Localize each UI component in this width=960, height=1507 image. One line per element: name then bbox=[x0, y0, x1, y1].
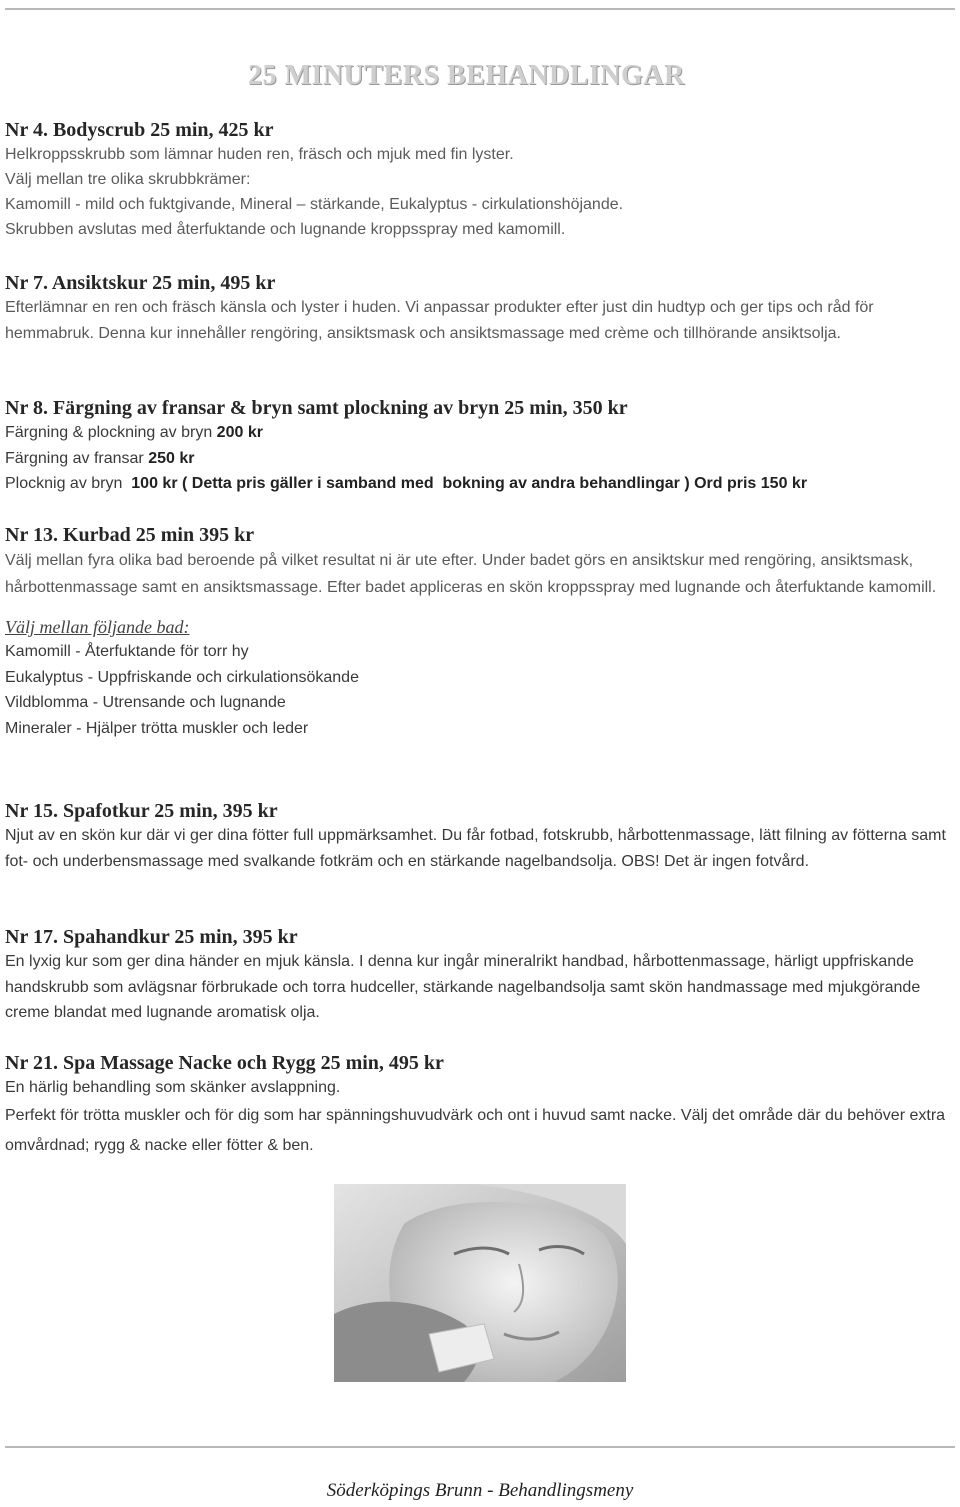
price-label: Färgning av fransar bbox=[5, 449, 149, 467]
facial-treatment-photo bbox=[334, 1184, 626, 1382]
price-line bbox=[5, 420, 955, 446]
section-text: En lyxig kur som ger dina händer en mjuk känsla. I denna kur ingår mineralrikt handbad, hårbottenmassage, härligt uppfriskande handskrubb som avlägsnar förbrukade och torra hudceller, stärkande nagelbandsolja samt skön handmassage med mjukgörande creme blandat med lugnande aromatisk olja. bbox=[5, 953, 921, 1021]
section-heading: Nr 13. Kurbad 25 min 395 kr bbox=[5, 524, 255, 546]
bath-item: Kamomill - Återfuktande för torr hy bbox=[5, 643, 249, 660]
section-spafotkur bbox=[5, 799, 955, 874]
section-text: Välj mellan fyra olika bad beroende på vilket resultat ni är ute efter. Under badet görs en ansiktskur med rengöring, ansiktsmask, hårbottenmassage samt en ansiktsmassage. Efter badet appliceras en skön kroppsspray med lugnande och återfuktande kamomill. bbox=[5, 552, 937, 596]
section-text: Efterlämnar en ren och fräsch känsla och lyster i huden. Vi anpassar produkter efter just din hudtyp och ger tips och råd för hemmabruk. Denna kur innehåller rengöring, ansiktsmask och ansiktsmassage med crème och tillhörande ansiktsolja. bbox=[5, 299, 874, 342]
page-title: 25 MINUTERS BEHANDLINGAR bbox=[248, 60, 685, 91]
bath-choice-label: Välj mellan följande bad: bbox=[5, 617, 190, 637]
section-text: Helkroppsskrubb som lämnar huden ren, fräsch och mjuk med fin lyster. bbox=[5, 146, 514, 163]
footer-text: Söderköpings Brunn - Behandlingsmeny bbox=[326, 1480, 634, 1501]
section-heading: Nr 21. Spa Massage Nacke och Rygg 25 min, 495 kr bbox=[5, 1052, 444, 1074]
section-text: Njut av en skön kur där vi ger dina fötter full uppmärksamhet. Du får fotbad, fotskrubb, hårbottenmassage, lätt filning av fötterna samt fot- och underbensmassage med svalkande fotkräm och en stärkande nagelbandsolja. OBS! Det är ingen fotvård. bbox=[5, 827, 946, 870]
section-text: Kamomill - mild och fuktgivande, Mineral – stärkande, Eukalyptus - cirkulationshöjande. bbox=[5, 196, 624, 213]
price-label: Färgning & plockning av bryn bbox=[5, 424, 217, 441]
bath-item: Vildblomma - Utrensande och lugnande bbox=[5, 694, 286, 711]
bath-item: Mineraler - Hjälper trötta muskler och leder bbox=[5, 719, 309, 737]
section-heading: Nr 17. Spahandkur 25 min, 395 kr bbox=[5, 926, 298, 948]
section-fargning bbox=[5, 396, 955, 497]
section-bodyscrub bbox=[5, 118, 955, 242]
section-heading: Nr 8. Färgning av fransar & bryn samt plockning av bryn 25 min, 350 kr bbox=[5, 397, 628, 419]
section-heading: Nr 15. Spafotkur 25 min, 395 kr bbox=[5, 800, 278, 822]
section-spa-massage bbox=[5, 1051, 955, 1161]
price-line bbox=[5, 471, 955, 497]
section-heading: Nr 4. Bodyscrub 25 min, 425 kr bbox=[5, 119, 274, 141]
section-text: En härlig behandling som skänker avslappning. bbox=[5, 1079, 341, 1096]
price-value: 200 kr bbox=[216, 424, 263, 441]
price-value: 250 kr bbox=[148, 449, 195, 467]
section-heading: Nr 7. Ansiktskur 25 min, 495 kr bbox=[5, 272, 276, 294]
price-value: 100 kr ( Detta pris gäller i samband med bokning av andra behandlingar ) Ord pris 150 kr bbox=[131, 475, 808, 492]
bottom-rule bbox=[5, 1446, 955, 1448]
section-text: Perfekt för trötta muskler och för dig som har spänningshuvudvärk och ont i huvud samt nacke. Välj det område där du behöver extra omvårdnad; rygg & nacke eller fötter & ben. bbox=[5, 1106, 946, 1154]
price-label: Plocknig av bryn bbox=[5, 475, 132, 492]
section-text: Skrubben avslutas med återfuktande och lugnande kroppsspray med kamomill. bbox=[5, 221, 566, 238]
bath-item: Eukalyptus - Uppfriskande och cirkulationsökande bbox=[5, 668, 359, 686]
section-text: Välj mellan tre olika skrubbkrämer: bbox=[5, 171, 251, 188]
price-line bbox=[5, 446, 955, 472]
section-spahandkur bbox=[5, 925, 955, 1026]
section-ansiktskur bbox=[5, 271, 955, 346]
top-rule bbox=[5, 8, 955, 10]
section-kurbad bbox=[5, 523, 955, 741]
